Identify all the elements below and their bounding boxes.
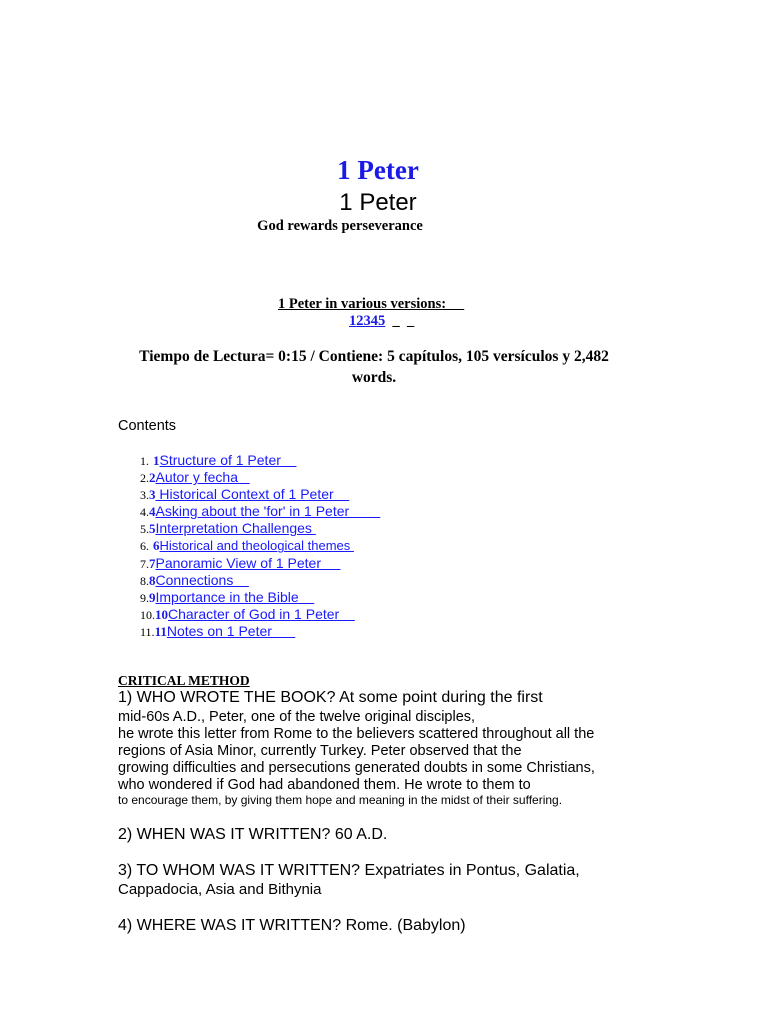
toc-link-number[interactable]: 1 — [153, 453, 160, 468]
toc-link-number[interactable]: 5 — [149, 521, 156, 537]
q3-line: 3) TO WHOM WAS IT WRITTEN? Expatriates in Pontus, Galatia, — [118, 862, 580, 879]
version-link-5[interactable]: 5 — [378, 313, 386, 329]
toc-link[interactable]: Interpretation Challenges — [155, 520, 316, 537]
q1-line: growing difficulties and persecutions generated doubts in some Christians, — [118, 760, 595, 776]
page-subtitle: 1 Peter — [339, 189, 417, 216]
toc-number: 6. — [140, 539, 149, 554]
toc-item[interactable] — [140, 623, 380, 640]
toc-link[interactable]: Panoramic View of 1 Peter — [155, 554, 341, 571]
version-link-2[interactable]: 2 — [356, 313, 364, 329]
toc-link[interactable]: Autor y fecha — [155, 469, 250, 486]
toc-item[interactable] — [140, 606, 380, 623]
tagline: God rewards perseverance — [257, 218, 423, 234]
contents-label: Contents — [118, 418, 177, 434]
toc-number: 3. — [140, 488, 149, 503]
versions-links: 12345 _ _ — [349, 313, 415, 329]
toc-number: 7. — [140, 556, 149, 571]
q1-line: to encourage them, by giving them hope and meaning in the midst of their suffering. — [118, 793, 563, 807]
toc-link[interactable]: Historical and theological themes — [159, 538, 354, 554]
toc-number: 2. — [140, 471, 149, 486]
critical-method-heading: CRITICAL METHOD — [118, 673, 250, 688]
toc-item[interactable] — [140, 503, 380, 520]
toc-link[interactable]: Character of God in 1 Peter — [168, 605, 355, 622]
toc-item[interactable] — [140, 555, 380, 572]
table-of-contents — [140, 452, 380, 640]
q1-line: 1) WHO WROTE THE BOOK? At some point during the first — [118, 689, 543, 706]
q1-line: he wrote this letter from Rome to the believers scattered throughout all the — [118, 726, 595, 742]
toc-link[interactable]: Connections — [155, 571, 249, 588]
toc-item[interactable] — [140, 486, 380, 503]
q2-line: 2) WHEN WAS IT WRITTEN? 60 A.D. — [118, 826, 388, 843]
toc-link[interactable]: Historical Context of 1 Peter — [155, 486, 350, 503]
version-link-1[interactable]: 1 — [349, 313, 357, 329]
toc-link-number[interactable]: 3 — [149, 487, 156, 503]
toc-number: 1. — [140, 454, 149, 468]
toc-item[interactable] — [140, 572, 380, 589]
toc-number: 4. — [140, 505, 149, 520]
toc-link-number[interactable]: 4 — [149, 504, 156, 520]
toc-link[interactable]: Structure of 1 Peter — [159, 452, 297, 468]
page-title: 1 Peter — [337, 155, 419, 185]
version-link-3[interactable]: 3 — [363, 313, 371, 329]
toc-link-number[interactable]: 8 — [149, 572, 156, 588]
toc-link-number[interactable]: 7 — [149, 555, 156, 571]
toc-link-number[interactable]: 6 — [153, 538, 160, 554]
toc-link[interactable]: Asking about the 'for' in 1 Peter — [155, 503, 381, 520]
versions-heading: 1 Peter in various versions: — [278, 296, 465, 312]
q4-line: 4) WHERE WAS IT WRITTEN? Rome. (Babylon) — [118, 917, 466, 934]
toc-item[interactable] — [140, 520, 380, 537]
toc-item[interactable] — [140, 452, 380, 469]
q1-line: regions of Asia Minor, currently Turkey. Peter observed that the — [118, 743, 522, 759]
toc-item[interactable] — [140, 589, 380, 606]
toc-link[interactable]: Importance in the Bible — [155, 588, 315, 605]
version-link-4[interactable]: 4 — [370, 313, 378, 329]
reading-time: Tiempo de Lectura= 0:15 / Contiene: 5 capítulos, 105 versículos y 2,482 words. — [139, 348, 609, 386]
toc-link-number[interactable]: 9 — [149, 589, 156, 605]
toc-number: 9. — [140, 590, 149, 605]
toc-link-number[interactable]: 2 — [149, 470, 156, 486]
toc-number: 5. — [140, 522, 149, 537]
toc-number: 11. — [140, 624, 155, 639]
q3-line: Cappadocia, Asia and Bithynia — [118, 881, 322, 898]
toc-number: 10. — [140, 607, 155, 622]
q1-line: who wondered if God had abandoned them. He wrote to them to — [118, 777, 531, 793]
toc-link-number[interactable]: 10 — [155, 606, 168, 622]
toc-item[interactable] — [140, 469, 380, 486]
toc-number: 8. — [140, 573, 149, 588]
toc-link[interactable]: Notes on 1 Peter — [166, 622, 296, 639]
toc-item[interactable] — [140, 537, 380, 554]
q1-line: mid-60s A.D., Peter, one of the twelve original disciples, — [118, 709, 476, 725]
toc-link-number[interactable]: 11 — [154, 623, 167, 639]
